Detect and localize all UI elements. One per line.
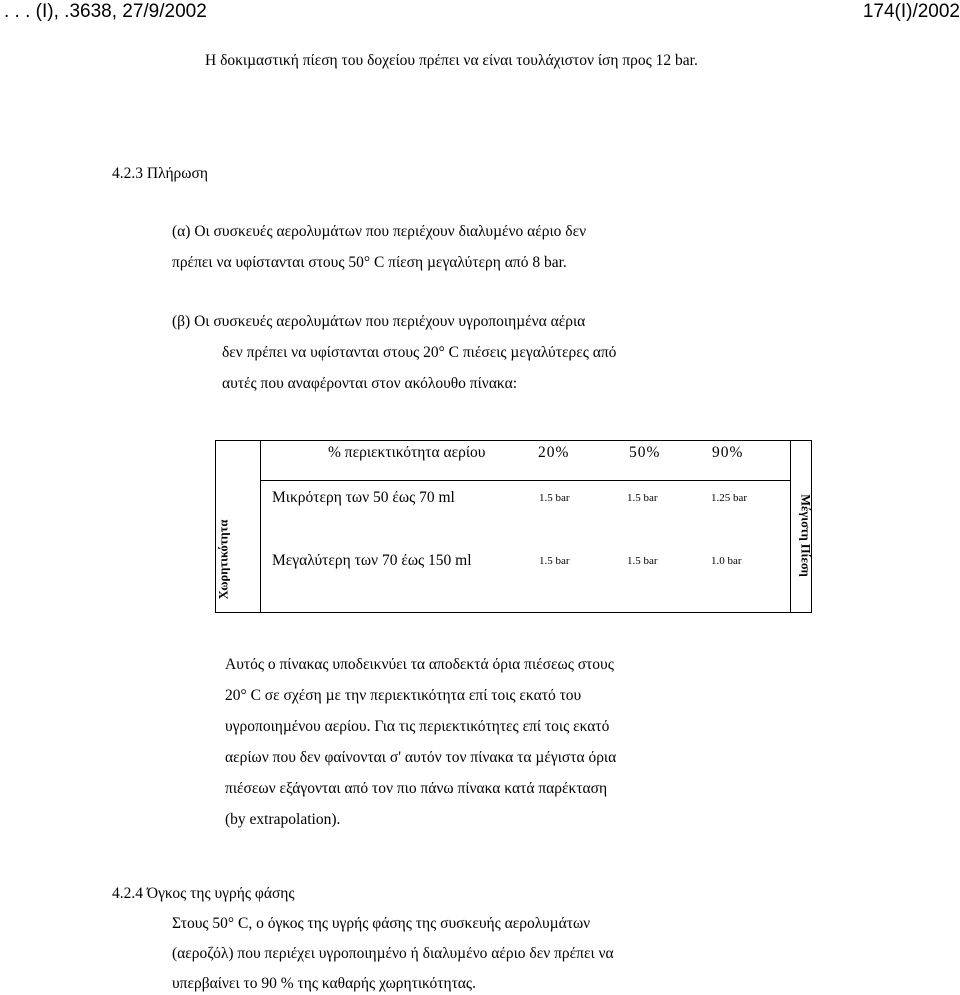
table-header-divider [260,480,790,481]
section-424-line-1: Στους 50° C, ο όγκος της υγρής φάσης της συσκευής αερολυµάτων [172,915,591,932]
section-424-line-2: (αεροζόλ) που περιέχει υγροποιηµένο ή διαλυµένο αέριο δεν πρέπει να [172,945,614,962]
note-line-1: Αυτός ο πίνακας υποδεικνύει τα αποδεκτά όρια πιέσεως στους [225,656,614,673]
header-reference: . . . (I), .3638, 27/9/2002 [4,1,207,22]
note-line-5: πιέσεων εξάγονται από τον πιο πάνω πίνακα κατά παρέκταση [225,780,608,797]
intro-paragraph: Η δοκιµαστική πίεση του δοχείου πρέπει να είναι τουλάχιστον ίση προς 12 bar. [205,52,698,69]
section-heading-423: 4.2.3 Πλήρωση [112,165,208,182]
section-heading-424: 4.2.4 Όγκος της υγρής φάσης [112,885,295,902]
clause-a-line-2: πρέπει να υφίστανται στους 50° C πίεση µεγαλύτερη από 8 bar. [172,254,567,271]
table-row-2-value-20: 1.5 bar [539,555,570,567]
table-header-label: % περιεκτικότητα αερίου [328,444,486,461]
clause-b-line-3: αυτές που αναφέρονται στον ακόλουθο πίνακα: [222,375,518,392]
clause-b-line-2: δεν πρέπει να υφίστανται στους 20° C πιέσεις µεγαλύτερες από [222,344,617,361]
note-line-2: 20° C σε σχέση µε την περιεκτικότητα επί τοις εκατό του [225,687,582,704]
table-row-2-value-50: 1.5 bar [627,555,658,567]
table-row-1-value-20: 1.5 bar [539,492,570,504]
clause-a-line-1: (α) Οι συσκευές αερολυµάτων που περιέχουν διαλυµένο αέριο δεν [172,223,587,240]
table-capacity-label: Χωρητικότητα [216,519,231,600]
note-line-4: αερίων που δεν φαίνονται σ' αυτόν τον πίνακα τα µέγιστα όρια [225,749,617,766]
table-right-divider [790,441,791,612]
table-col-90: 90% [712,444,744,461]
table-col-20: 20% [538,444,570,461]
table-row-1-label: Μικρότερη των 50 έως 70 ml [272,489,455,506]
clause-b-line-1: (β) Οι συσκευές αερολυµάτων που περιέχουν υγροποιηµένα αέρια [172,313,586,330]
table-row-2-label: Μεγαλύτερη των 70 έως 150 ml [272,552,472,569]
note-line-3: υγροποιηµένου αερίου. Για τις περιεκτικότητες επί τοις εκατό [225,718,610,735]
table-max-pressure-label: Μέγιστη Πίεση [798,494,813,577]
section-424-line-3: υπερβαίνει το 90 % της καθαρής χωρητικότητας. [172,975,476,992]
pressure-table [215,440,812,613]
table-left-divider [260,441,261,612]
note-line-6: (by extrapolation). [225,811,341,828]
table-col-50: 50% [629,444,661,461]
table-row-1-value-50: 1.5 bar [627,492,658,504]
table-row-1-value-90: 1.25 bar [711,492,748,504]
table-row-2-value-90: 1.0 bar [711,555,742,567]
header-law-number: 174(I)/2002 [862,1,960,22]
